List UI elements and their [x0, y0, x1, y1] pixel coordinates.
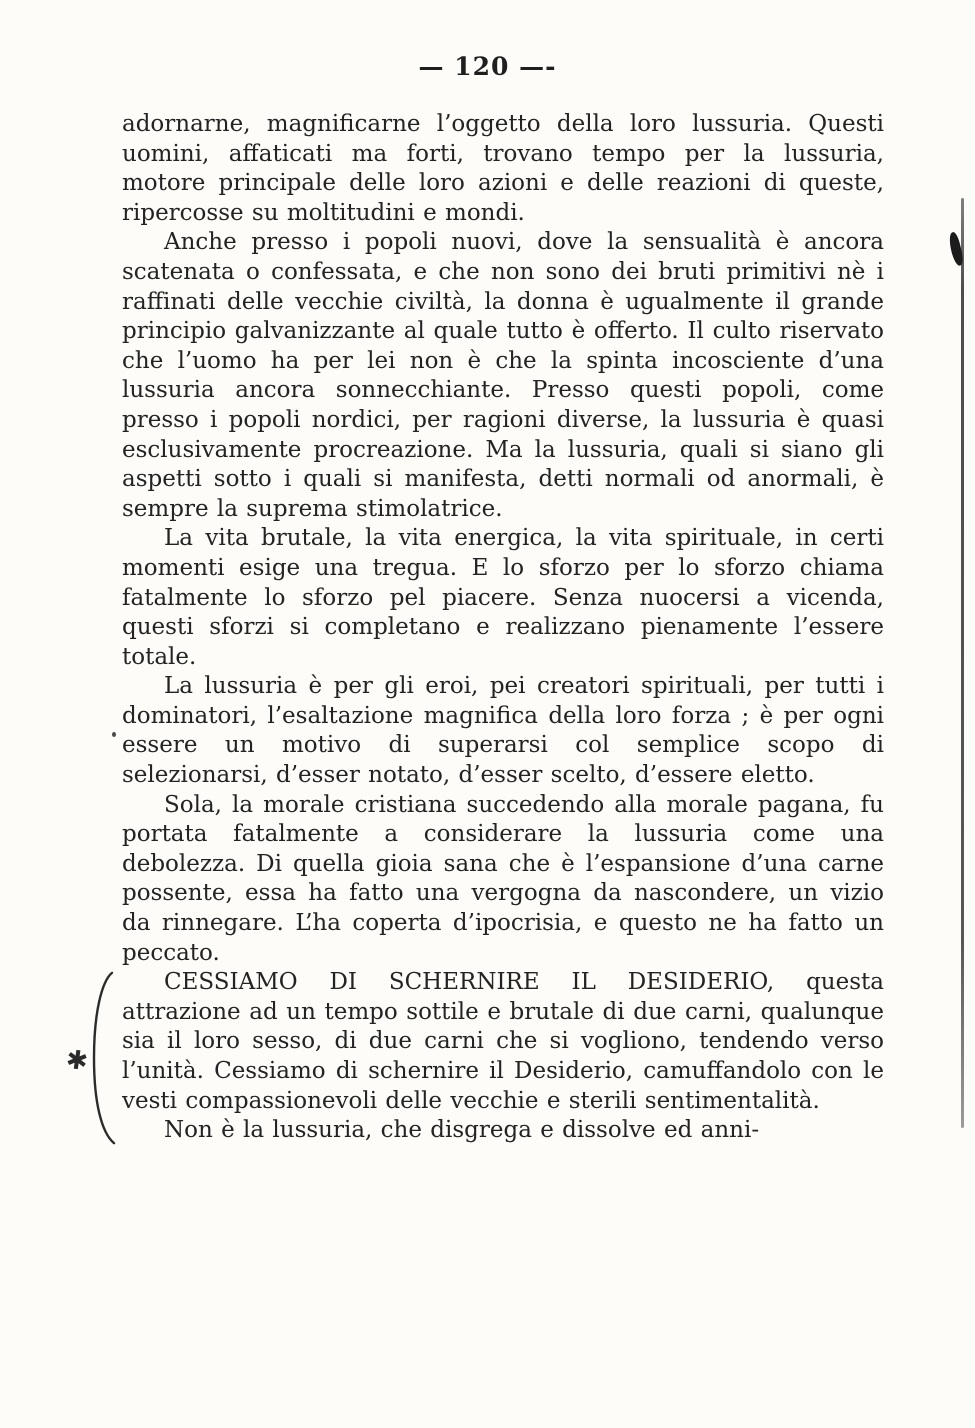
text-block [64, 110, 884, 1146]
scan-edge-artifact [961, 198, 964, 1128]
paragraph: adornarne, magnificarne l’oggetto della loro lussuria. Questi uomini, affaticati ma forti, trovano tempo per la lussuria, motore principale delle loro azioni e delle reazioni di queste, ripercosse su moltitudini e mondi. [122, 111, 884, 226]
margin-asterisk-mark: ✱ [64, 1044, 90, 1078]
paragraph: CESSIAMO DI SCHERNIRE IL DESIDERIO, questa attrazione ad un tempo sottile e brutale di due carni, qualunque sia il loro sesso, di due carni che si vogliono, tendendo verso l’unità. Cessiamo di schernire il Desiderio, camuffandolo con le vesti compassionevoli delle vecchie e sterili sentimentalità. [122, 969, 884, 1114]
paragraph: La lussuria è per gli eroi, pei creatori spirituali, per tutti i dominatori, l’esaltazione magnifica della loro forza ; è per ogni essere un motivo di superarsi col semplice scopo di selezionarsi, d’esser notato, d’esser scelto, d’essere eletto. [122, 673, 884, 789]
annotated-paragraph-wrap [64, 968, 884, 1116]
margin-brace-icon [90, 970, 116, 1146]
paragraph: Sola, la morale cristiana succedendo alla morale pagana, fu portata fatalmente a considerare la lussuria come una debolezza. Di quella gioia sana che è l’espansione d’una carne possente, essa ha fatto una vergogna da nascondere, un vizio da rinnegare. L’ha coperta d’ipocrisia, e questo ne ha fatto un peccato. [122, 791, 884, 966]
paragraph: Non è la lussuria, che disgrega e dissolve ed anni- [164, 1117, 760, 1144]
page-number: — 120 —- [418, 52, 557, 81]
paragraph: Anche presso i popoli nuovi, dove la sensualità è ancora scatenata o confessata, e che non sono dei bruti primitivi nè i raffinati delle vecchie civiltà, la donna è ugualmente il grande principio galvanizzante al quale tutto è offerto. Il culto riservato che l’uomo ha per lei non è che la spinta incosciente d’una lussuria ancora sonnecchiante. Presso questi popoli, come presso i popoli nordici, per ragioni diverse, la lussuria è quasi esclusivamente procreazione. Ma la lussuria, quali si siano gli aspetti sotto i quali si manifesta, detti normali od anormali, è sempre la suprema stimolatrice. [122, 229, 884, 522]
paragraph: La vita brutale, la vita energica, la vita spirituale, in certi momenti esige una tregua. E lo sforzo per lo sforzo chiama fatalmente lo sforzo pel piacere. Senza nuocersi a vicenda, questi sforzi si completano e realizzano pienamente l’essere totale. [122, 525, 884, 670]
scan-speck-artifact [112, 732, 116, 737]
